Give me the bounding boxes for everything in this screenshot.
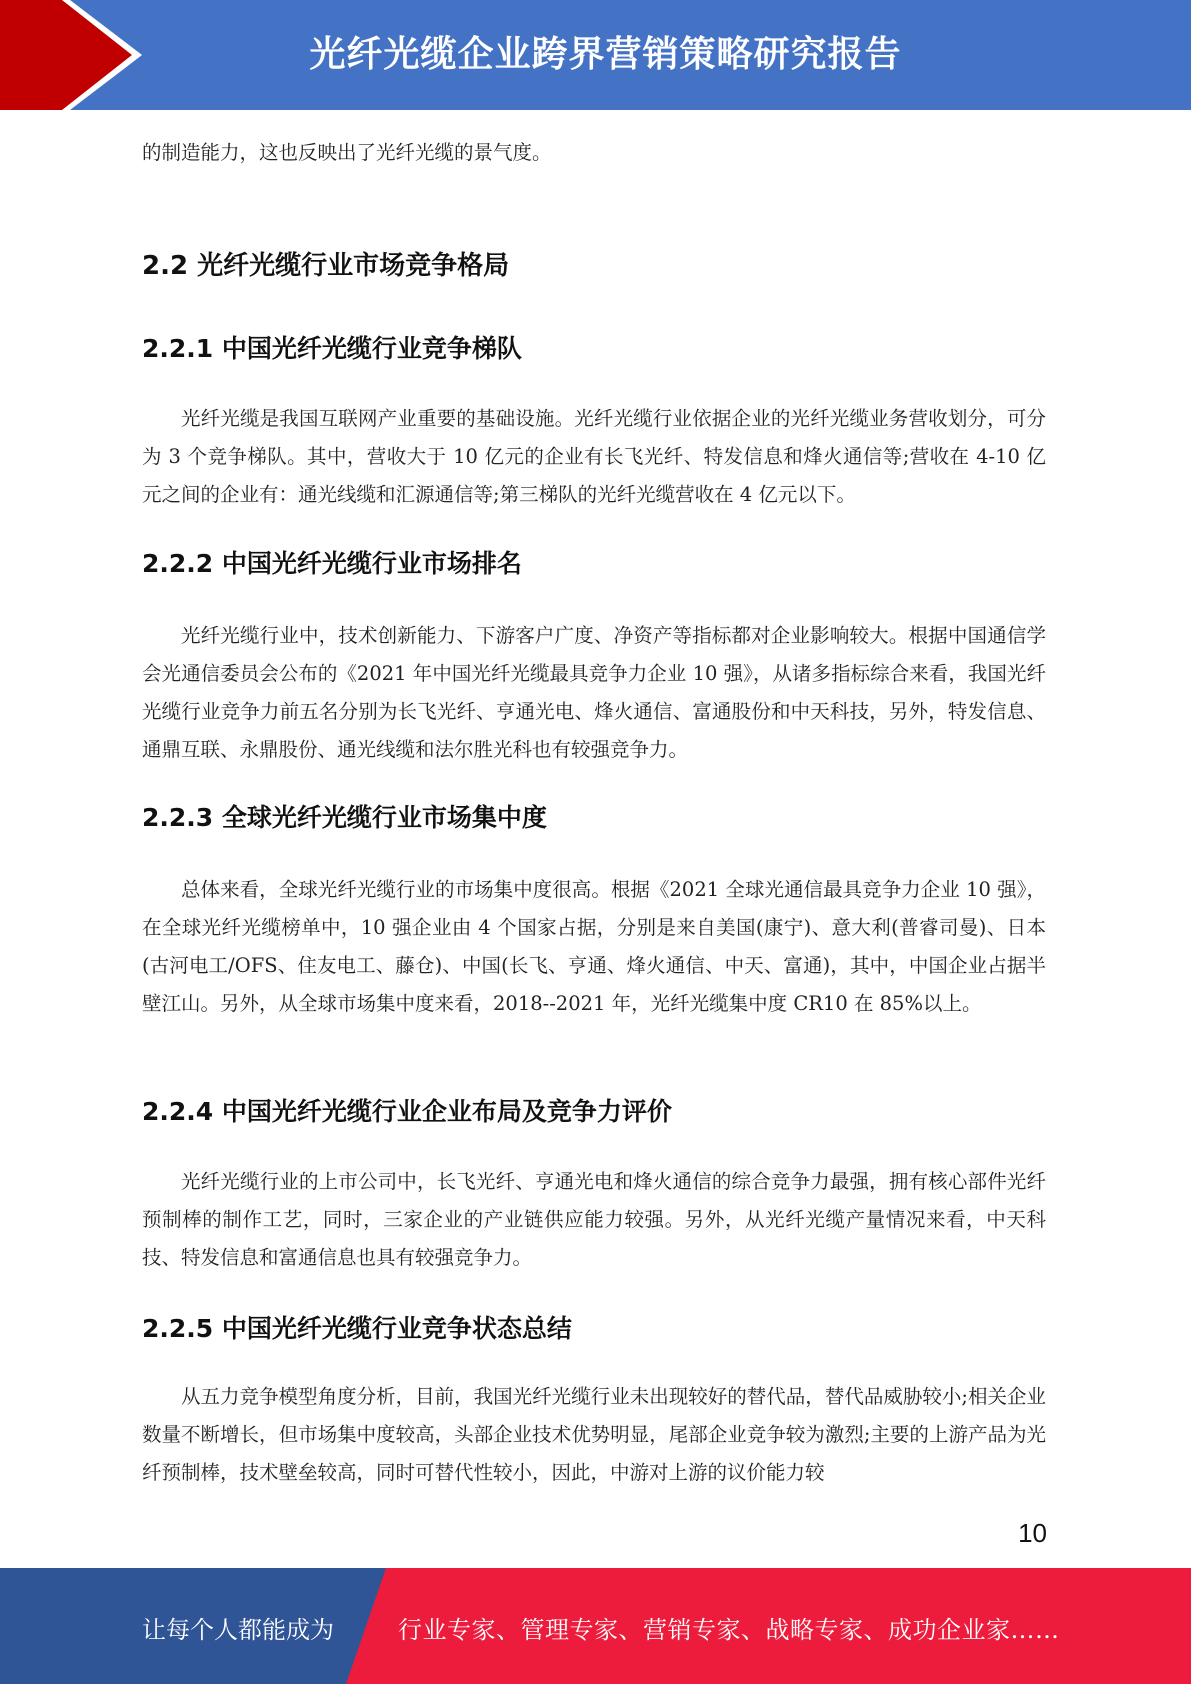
paragraph-2-2-2: 光纤光缆行业中，技术创新能力、下游客户广度、净资产等指标都对企业影响较大。根据中国通信学会光通信委员会公布的《2021 年中国光纤光缆最具竞争力企业 10 强》，从诸多指标综合来看，我国光纤光缆行业竞争力前五名分别为长飞光纤、亨通光电、烽火通信、富通股份和中天科技，另外，特发信息、通鼎互联、永鼎股份、通光线缆和法尔胜光科也有较强竞争力。 bbox=[142, 624, 1046, 761]
subsection-heading-2-2-5: 2.2.5 中国光纤光缆行业竞争状态总结 bbox=[142, 1314, 572, 1343]
paragraph-2-2-5: 从五力竞争模型角度分析，目前，我国光纤光缆行业未出现较好的替代品，替代品威胁较小;相关企业数量不断增长，但市场集中度较高，头部企业技术优势明显，尾部企业竞争较为激烈;主要的上游产品为光纤预制棒，技术壁垒较高，同时可替代性较小，因此，中游对上游的议价能力较 bbox=[142, 1385, 1046, 1484]
section-heading: 2.2 光纤光缆行业市场竞争格局 bbox=[142, 251, 510, 281]
report-title: 光纤光缆企业跨界营销策略研究报告 bbox=[309, 34, 902, 75]
subsection-heading-2-2-3: 2.2.3 全球光纤光缆行业市场集中度 bbox=[142, 803, 547, 832]
subsection-heading-2-2-4: 2.2.4 中国光纤光缆行业企业布局及竞争力评价 bbox=[142, 1097, 672, 1126]
paragraph-2-2-4: 光纤光缆行业的上市公司中，长飞光纤、亨通光电和烽火通信的综合竞争力最强，拥有核心部件光纤预制棒的制作工艺，同时，三家企业的产业链供应能力较强。另外，从光纤光缆产量情况来看，中天科技、特发信息和富通信息也具有较强竞争力。 bbox=[142, 1170, 1046, 1269]
paragraph-2-2-1: 光纤光缆是我国互联网产业重要的基础设施。光纤光缆行业依据企业的光纤光缆业务营收划分，可分为 3 个竞争梯队。其中，营收大于 10 亿元的企业有长飞光纤、特发信息和烽火通信等;营收在 4-10 亿元之间的企业有：通光线缆和汇源通信等;第三梯队的光纤光缆营收在 4 亿元以下。 bbox=[142, 407, 1046, 506]
subsection-heading-2-2-2: 2.2.2 中国光纤光缆行业市场排名 bbox=[142, 549, 522, 578]
page-number: 10 bbox=[1018, 1518, 1047, 1548]
intro-paragraph: 的制造能力，这也反映出了光纤光缆的景气度。 bbox=[142, 141, 552, 164]
footer-slogan-right: 行业专家、管理专家、营销专家、战略专家、成功企业家…… bbox=[398, 1616, 1060, 1644]
footer-slogan-left: 让每个人都能成为 bbox=[142, 1616, 334, 1644]
paragraph-2-2-3: 总体来看，全球光纤光缆行业的市场集中度很高。根据《2021 全球光通信最具竞争力企业 10 强》，在全球光纤光缆榜单中，10 强企业由 4 个国家占据，分别是来自美国(康宁)、意大利(普睿司曼)、日本(古河电工/OFS、住友电工、藤仓)、中国(长飞、亨通、烽火通信、中天、富通)，其中，中国企业占据半壁江山。另外，从全球市场集中度来看，2018--2021 年，光纤光缆集中度 CR10 在 85%以上。 bbox=[142, 878, 1046, 1015]
subsection-heading-2-2-1: 2.2.1 中国光纤光缆行业竞争梯队 bbox=[142, 334, 522, 363]
page-footer bbox=[0, 1568, 1191, 1684]
page-header bbox=[0, 0, 1191, 110]
